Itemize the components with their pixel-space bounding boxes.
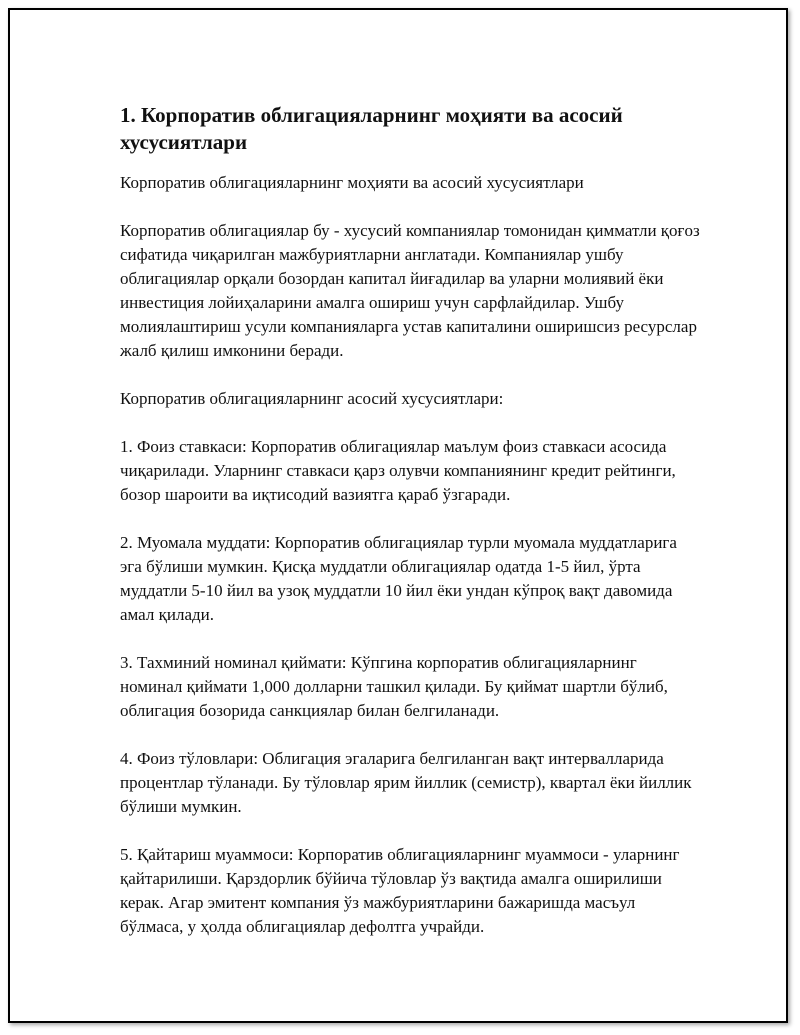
paragraph-interest-payments: 4. Фоиз тўловлари: Облигация эгаларига белгиланган вақт интервалларида процентлар тўланади. Бу тўловлар ярим йиллик (семистр), квартал ёки йиллик бўлиши мумкин. [120, 749, 692, 816]
page-frame [8, 8, 788, 1023]
document-body [120, 102, 700, 963]
paragraph-interest-rate: 1. Фоиз ставкаси: Корпоратив облигациялар маълум фоиз ставкаси асосида чиқарилади. Уларнинг ставкаси қарз олувчи компаниянинг кредит рейтинги, бозор шароити ва иқтисодий вазиятга қараб ўзгаради. [120, 437, 676, 504]
paragraph-repayment: 5. Қайтариш муаммоси: Корпоратив облигацияларнинг муаммоси - уларнинг қайтарилиши. Қарздорлик бўйича тўловлар ўз вақтида амалга оширилиши керак. Агар эмитент компания ўз мажбуриятларини бажаришда масъул бўлмаса, у ҳолда облигациялар дефолтга учрайди. [120, 845, 680, 936]
subtitle: Корпоратив облигацияларнинг моҳияти ва асосий хусусиятлари [120, 173, 584, 192]
paragraph-nominal-value: 3. Тахминий номинал қиймати: Кўпгина корпоратив облигацияларнинг номинал қиймати 1,000 долларни ташкил қилади. Бу қиймат шартли бўлиб, облигация бозорида санкциялар билан белгиланади. [120, 653, 668, 720]
paragraph-features-heading: Корпоратив облигацияларнинг асосий хусусиятлари: [120, 389, 504, 408]
section-title: 1. Корпоратив облигацияларнинг моҳияти ва асосий хусусиятлари [120, 103, 623, 154]
paragraph-intro: Корпоратив облигациялар бу - хусусий компаниялар томонидан қимматли қоғоз сифатида чиқарилган мажбуриятларни англатади. Компаниялар ушбу облигациялар орқали бозордан капитал йиғадилар ва уларни молиявий ёки инвестиция лойиҳаларини амалга ошириш учун сарфлайдилар. Ушбу молиялаштириш усули компанияларга устав капиталини оширишсиз ресурслар жалб қилиш имконини беради. [120, 221, 700, 360]
paragraph-maturity: 2. Муомала муддати: Корпоратив облигациялар турли муомала муддатларига эга бўлиши мумкин. Қисқа муддатли облигациялар одатда 1-5 йил, ўрта муддатли 5-10 йил ва узоқ муддатли 10 йил ёки ундан кўпроқ вақт давомида амал қилади. [120, 533, 677, 624]
